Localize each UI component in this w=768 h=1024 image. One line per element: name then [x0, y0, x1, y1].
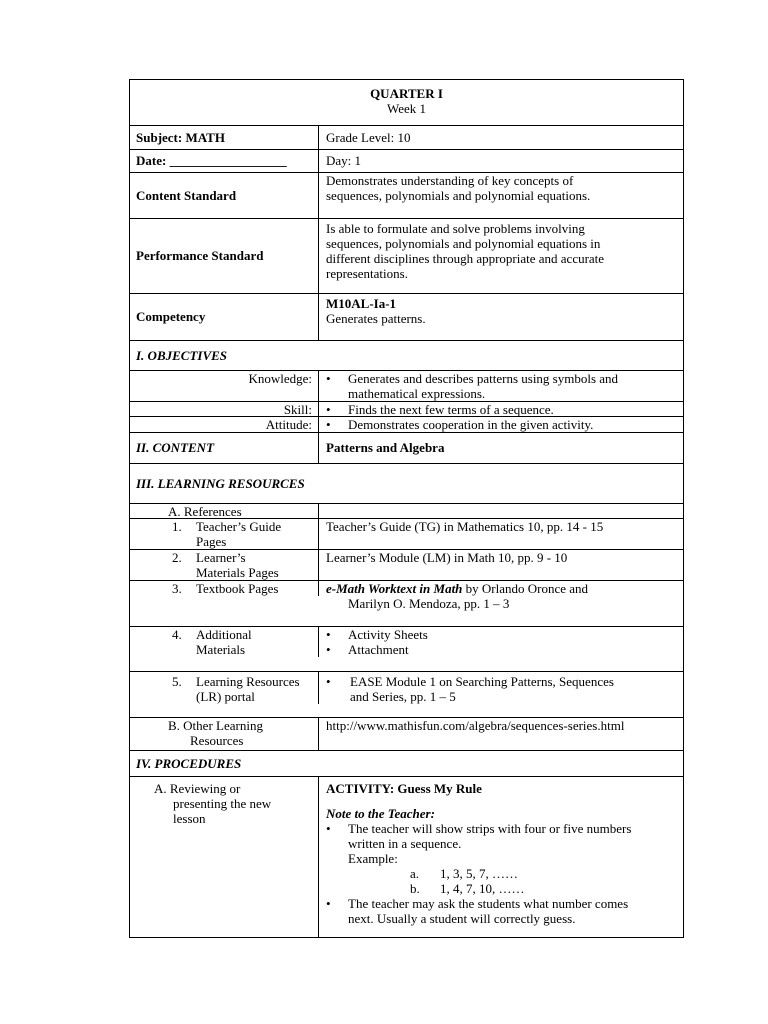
other-resources-row [130, 718, 683, 751]
content-standard-row [130, 173, 683, 219]
attitude-row [130, 417, 683, 433]
material-item: • Attachment [320, 642, 683, 657]
label-line: Pages [196, 534, 227, 549]
performance-standard-text [320, 219, 683, 293]
competency-row [130, 294, 683, 341]
skill-row [130, 402, 683, 417]
teachers-guide-row [130, 519, 683, 550]
example-sequence: 1, 3, 5, 7, …… [440, 866, 518, 881]
label-line: Learning Resources [196, 674, 300, 689]
material-item: • Activity Sheets [320, 627, 683, 642]
example-b [320, 881, 683, 896]
lesson-plan [129, 79, 684, 938]
references-label: A. References [130, 504, 319, 518]
subject-label: Subject: MATH [130, 126, 319, 149]
textbook-title: e-Math Worktext in Math [326, 581, 463, 596]
date-label: Date: __________________ [130, 150, 319, 172]
lr-portal-row [130, 672, 683, 718]
performance-standard-label: Performance Standard [130, 219, 319, 293]
competency-label: Competency [130, 294, 319, 340]
resources-heading: III. LEARNING RESOURCES [136, 475, 305, 491]
attitude-label: Attitude: [130, 417, 319, 432]
content-row [130, 433, 683, 464]
performance-standard-row [130, 219, 683, 294]
textbook-value [320, 581, 683, 626]
textbook-authors-line2: Marilyn O. Mendoza, pp. 1 – 3 [348, 596, 510, 611]
date-row [130, 150, 683, 173]
label-line: Reviewing or [169, 781, 241, 796]
procedure-bullet-line: • The teacher may ask the students what number comes [320, 896, 683, 911]
label-line: lesson [173, 811, 206, 826]
teachers-guide-label [130, 519, 319, 549]
knowledge-row [130, 371, 683, 402]
content-heading: II. CONTENT [130, 433, 319, 463]
day-label: Day: 1 [326, 153, 362, 168]
learners-materials-row [130, 550, 683, 581]
additional-materials-label [130, 627, 319, 657]
content-standard-line: Demonstrates understanding of key concepts of [326, 173, 574, 188]
item-number: A. [154, 781, 167, 796]
item-number: B. [168, 718, 180, 733]
example-sequence: 1, 4, 7, 10, …… [440, 881, 525, 896]
additional-materials-value [320, 627, 683, 671]
item-number: 3. [172, 581, 182, 596]
procedures-heading-row [130, 751, 683, 777]
performance-standard-line: different disciplines through appropriate and accurate [326, 251, 605, 266]
label-line: (LR) portal [196, 689, 255, 704]
additional-materials-row [130, 627, 683, 672]
references-value [320, 504, 683, 518]
competency-description: Generates patterns. [326, 311, 426, 326]
objectives-heading-row [130, 341, 683, 371]
procedures-heading: IV. PROCEDURES [136, 755, 242, 771]
quarter-header [130, 80, 683, 126]
references-row [130, 504, 683, 519]
skill-line: • Finds the next few terms of a sequence. [320, 402, 683, 417]
skill-label: Skill: [130, 402, 319, 416]
label-line: Other Learning [183, 718, 263, 733]
label-line: presenting the new [173, 796, 272, 811]
label-line: Learner’s [196, 550, 246, 565]
lesson-plan-table [129, 79, 684, 938]
label-line: Additional [196, 627, 252, 642]
item-number: 1. [172, 519, 182, 534]
label-line: Materials Pages [196, 565, 279, 580]
mathisfun-link[interactable]: http://www.mathisfun.com/algebra/sequences-series.html [326, 718, 625, 733]
knowledge-text [320, 371, 683, 401]
attitude-text [320, 417, 683, 432]
knowledge-line: mathematical expressions. [348, 386, 486, 401]
example-letter: b. [410, 881, 420, 896]
lr-portal-line: • EASE Module 1 on Searching Patterns, Sequences [320, 674, 683, 689]
label-line: Teacher’s Guide [196, 519, 282, 534]
lr-portal-label [130, 672, 319, 704]
knowledge-label: Knowledge: [130, 371, 319, 401]
activity-title: ACTIVITY: Guess My Rule [326, 781, 482, 796]
item-number: 4. [172, 627, 182, 642]
label-line: Textbook Pages [196, 581, 279, 596]
textbook-label [130, 581, 319, 596]
procedure-bullet-line: • The teacher will show strips with four or five numbers [320, 821, 683, 836]
textbook-row [130, 581, 683, 627]
other-resources-link[interactable] [320, 718, 683, 750]
procedure-a-row [130, 777, 683, 937]
quarter-title: QUARTER I [370, 86, 443, 101]
teachers-guide-value: Teacher’s Guide (TG) in Mathematics 10, pp. 14 - 15 [326, 519, 604, 534]
lr-portal-value [320, 672, 683, 717]
other-resources-label [130, 718, 319, 750]
procedure-a-label [130, 777, 319, 937]
content-standard-line: sequences, polynomials and polynomial equations. [326, 188, 591, 203]
attitude-line: • Demonstrates cooperation in the given activity. [320, 417, 683, 432]
performance-standard-line: sequences, polynomials and polynomial equations in [326, 236, 601, 251]
example-label: Example: [348, 851, 398, 866]
item-number: 5. [172, 674, 182, 689]
performance-standard-line: Is able to formulate and solve problems involving [326, 221, 585, 236]
content-standard-label: Content Standard [130, 173, 319, 218]
label-line: Materials [196, 642, 246, 657]
procedure-bullet-line: next. Usually a student will correctly guess. [348, 911, 576, 926]
label-line: Resources [190, 733, 244, 748]
content-standard-text [320, 173, 683, 218]
item-number: 2. [172, 550, 182, 565]
example-letter: a. [410, 866, 420, 881]
knowledge-line: • Generates and describes patterns using symbols and [320, 371, 683, 386]
resources-heading-row [130, 464, 683, 504]
textbook-authors: by Orlando Oronce and [462, 581, 589, 596]
content-value: Patterns and Algebra [326, 440, 445, 455]
learners-materials-value: Learner’s Module (LM) in Math 10, pp. 9 - 10 [326, 550, 568, 565]
competency-code: M10AL-Ia-1 [326, 296, 397, 311]
performance-standard-line: representations. [326, 266, 408, 281]
skill-text [320, 402, 683, 416]
grade-level: Grade Level: 10 [326, 129, 411, 145]
week-label: Week 1 [386, 101, 427, 116]
teacher-note: Note to the Teacher: [326, 806, 435, 821]
lr-portal-line: and Series, pp. 1 – 5 [350, 689, 456, 704]
competency-text [320, 294, 683, 340]
objectives-heading: I. OBJECTIVES [136, 347, 228, 363]
example-a [320, 866, 683, 881]
procedure-bullet-line: written in a sequence. [348, 836, 462, 851]
procedure-a-content [320, 777, 683, 937]
subject-row [130, 126, 683, 150]
learners-materials-label [130, 550, 319, 580]
